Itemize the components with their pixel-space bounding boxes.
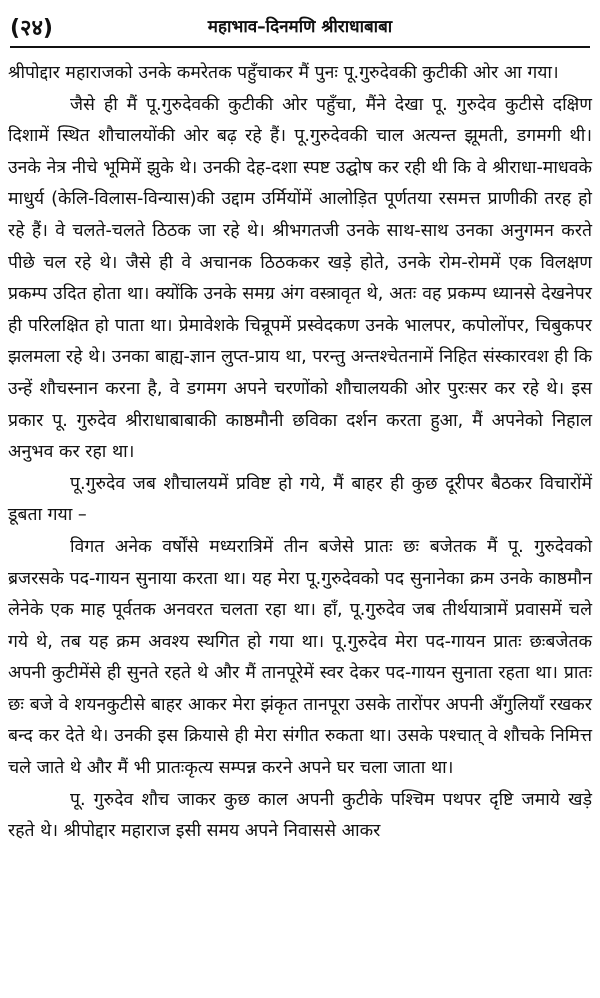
paragraph: पू. गुरुदेव शौच जाकर कुछ काल अपनी कुटीके पश्चिम पथपर दृष्टि जमाये खड़े रहते थे। श्रीपोद्दार महाराज इसी समय अपने निवाससे आकर (8, 789, 592, 842)
running-title: महाभाव–दिनमणि श्रीराधाबाबा (207, 17, 393, 37)
paragraph: जैसे ही मैं पू.गुरुदेवकी कुटीकी ओर पहुँचा, मैंने देखा पू. गुरुदेव कुटीसे दक्षिण दिशामें स्थित शौचालयोंकी ओर बढ़ रहे हैं। पू.गुरुदेवकी चाल अत्यन्त झूमती, डगमगी थी। उनके नेत्र नीचे भूमिमें झुके थे। उनकी देह-दशा स्पष्ट उद्घोष कर रही थी कि वे श्रीराधा-माधवके माधुर्य (केलि-विलास-विन्यास)की उद्दाम उर्मियोंमें आलोड़ित पूर्णतया रसमत्त प्राणीकी तरह हो रहे हैं। वे चलते-चलते ठिठक जा रहे थे। श्रीभगतजी उनके साथ-साथ उनका अनुगमन करते पीछे चल रहे थे। जैसे ही वे अचानक ठिठककर खड़े होते, उनके रोम-रोममें एक विलक्षण प्रकम्प उदित होता था। क्योंकि उनके समग्र अंग वस्त्रावृत थे, अतः वह प्रकम्प ध्यानसे देखनेपर ही परिलक्षित हो पाता था। प्रेमावेशके चिन्रूपमें प्रस्वेदकण उनके भालपर, कपोलोंपर, चिबुकपर झलमला रहे थे। उनका बाह्य-ज्ञान लुप्त-प्राय था, परन्तु अन्तश्चेतनामें निहित संस्कारवश ही कि उन्हें शौचस्नान करना है, वे डगमग अपने चरणोंको शौचालयकी ओर पुरःसर कर रहे थे। इस प्रकार पू. गुरुदेव श्रीराधाबाबाकी काष्ठमौनी छविका दर्शन करता हुआ, मैं अपनेको निहाल अनुभव कर रहा था। (8, 94, 592, 463)
paragraph: पू.गुरुदेव जब शौचालयमें प्रविष्ट हो गये, मैं बाहर ही कुछ दूरीपर बैठकर विचारोंमें डूबता गया – (8, 473, 592, 526)
page-number: (२४) (10, 16, 53, 41)
paragraph: श्रीपोद्दार महाराजको उनके कमरेतक पहुँचाकर मैं पुनः पू.गुरुदेवकी कुटीकी ओर आ गया। (8, 63, 559, 83)
body-text (8, 58, 592, 848)
paragraph: विगत अनेक वर्षोंसे मध्यरात्रिमें तीन बजेसे प्रातः छः बजेतक मैं पू. गुरुदेवको ब्रजरसके पद-गायन सुनाया करता था। यह मेरा पू.गुरुदेवको पद सुनानेका क्रम उनके काष्ठमौन लेनेके एक माह पूर्वतक अनवरत चलता रहा था। हाँ, पू.गुरुदेव जब तीर्थयात्रामें प्रवासमें चले गये थे, तब यह क्रम अवश्य स्थगित हो गया था। पू.गुरुदेव मेरा पद-गायन प्रातः छःबजेतक अपनी कुटीमेंसे ही सुनते रहते थे और मैं तानपूरेमें स्वर देकर पद-गायन सुनाता रहता था। प्रातः छः बजे वे शयनकुटीसे बाहर आकर मेरा झंकृत तानपूरा उसके तारोंपर अपनी अँगुलियाँ रखकर बन्द कर देते थे। उनकी इस क्रियासे ही मेरा संगीत रुकता था। उसके पश्चात् वे शौचके निमित्त चले जाते थे और मैं भी प्रातःकृत्य सम्पन्न करने अपने घर चला जाता था। (8, 536, 592, 779)
page-header (10, 8, 590, 48)
